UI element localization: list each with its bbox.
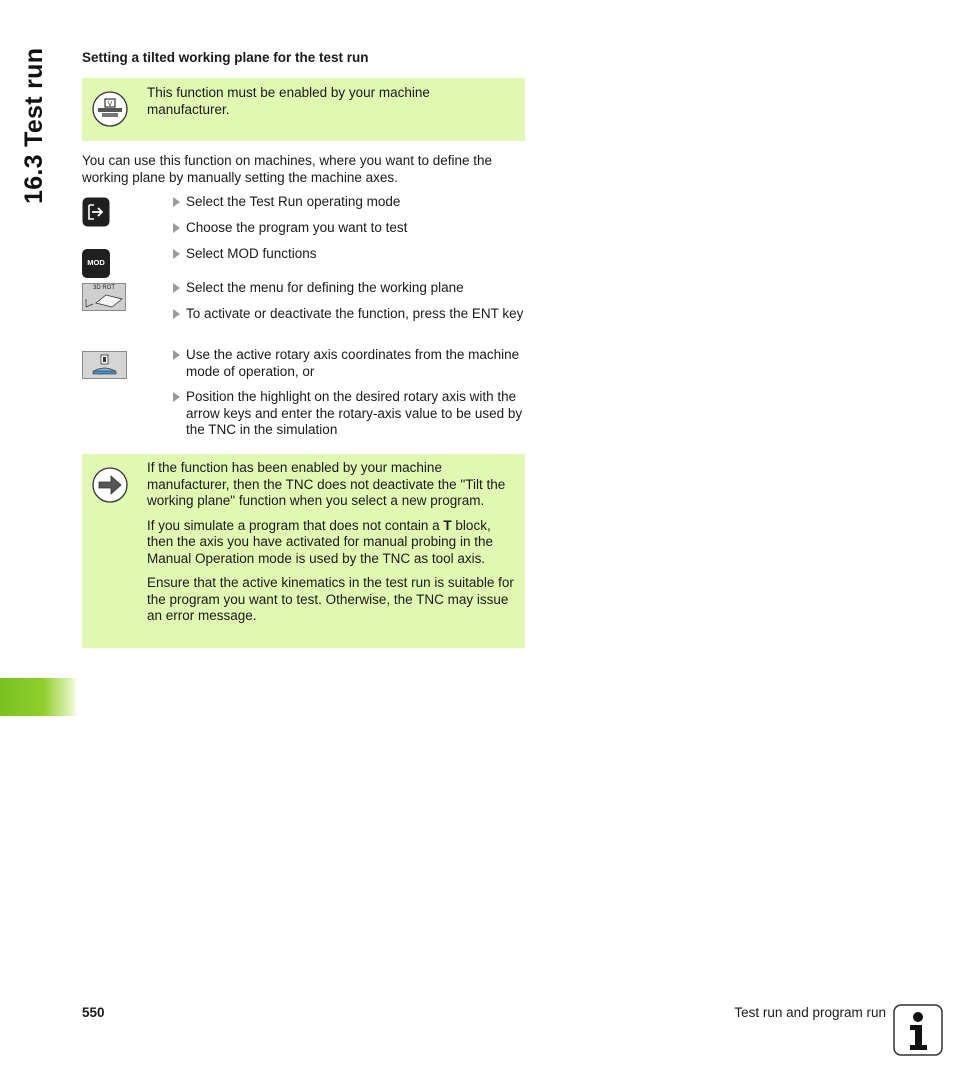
chapter-tab-marker <box>0 678 78 716</box>
step-arrow-icon <box>173 283 180 293</box>
info-icon <box>893 1004 943 1056</box>
note-box-manufacturer <box>82 78 525 141</box>
note-hint-2-part-b: block, then the axis you have activated for manual probing in the Manual Operation mode is used by the TNC as tool axis. <box>147 517 493 566</box>
step-arrow-icon <box>173 392 180 402</box>
machine-manufacturer-icon <box>92 91 128 127</box>
chapter-title-vertical <box>20 47 58 212</box>
note-hint-1: If the function has been enabled by your machine manufacturer, then the TNC does not deactivate the "Tilt the working plane" function when you select a new program. <box>147 460 506 508</box>
svg-text:V: V <box>107 101 113 108</box>
step-arrow-icon <box>173 197 180 207</box>
section-heading: Setting a tilted working plane for the test run <box>82 50 369 65</box>
mod-key-label: MOD <box>82 249 110 278</box>
step-1 <box>172 194 541 211</box>
page-number: 550 <box>82 1005 105 1020</box>
step-6 <box>172 347 541 380</box>
softkey-3d-rot-label: 3D ROT <box>93 285 116 291</box>
step-arrow-icon <box>173 223 180 233</box>
arrow-right-circle-icon <box>92 467 128 503</box>
3d-rot-softkey-icon[interactable] <box>82 283 126 311</box>
mod-key-icon[interactable] <box>82 249 110 278</box>
actual-position-softkey-icon[interactable] <box>82 351 127 384</box>
step-5-text: To activate or deactivate the function, press the ENT key <box>186 306 524 321</box>
step-3-text: Select MOD functions <box>186 246 317 261</box>
step-3 <box>172 246 541 263</box>
note-hint-3: Ensure that the active kinematics in the test run is suitable for the program you want to test. Otherwise, the TNC may issue an error message. <box>147 575 514 623</box>
test-run-mode-key-icon[interactable] <box>82 197 110 232</box>
step-5 <box>172 306 541 323</box>
footer-section-title: Test run and program run <box>734 1005 886 1020</box>
note-hint-2-part-a: If you simulate a program that does not contain a <box>147 517 444 533</box>
intro-paragraph: You can use this function on machines, where you want to define the working plane by manually setting the machine axes. <box>82 153 493 185</box>
step-6-text: Use the active rotary axis coordinates from the machine mode of operation, or <box>186 347 520 379</box>
chapter-title: 16.3 Test run <box>20 47 48 204</box>
note-box-hints <box>82 454 525 648</box>
step-4-text: Select the menu for defining the working plane <box>186 280 464 295</box>
step-7-text: Position the highlight on the desired rotary axis with the arrow keys and enter the rotary-axis value to be used by the TNC in the simulation <box>186 389 523 437</box>
step-1-text: Select the Test Run operating mode <box>186 194 401 209</box>
note-manufacturer-text: This function must be enabled by your machine manufacturer. <box>147 85 430 117</box>
step-arrow-icon <box>173 309 180 319</box>
note-hint-2 <box>147 518 515 568</box>
step-7 <box>172 389 541 439</box>
note-hint-2-bold: T <box>443 517 452 533</box>
step-2 <box>172 220 541 237</box>
step-2-text: Choose the program you want to test <box>186 220 408 235</box>
step-4 <box>172 280 541 297</box>
step-arrow-icon <box>173 249 180 259</box>
step-arrow-icon <box>173 350 180 360</box>
